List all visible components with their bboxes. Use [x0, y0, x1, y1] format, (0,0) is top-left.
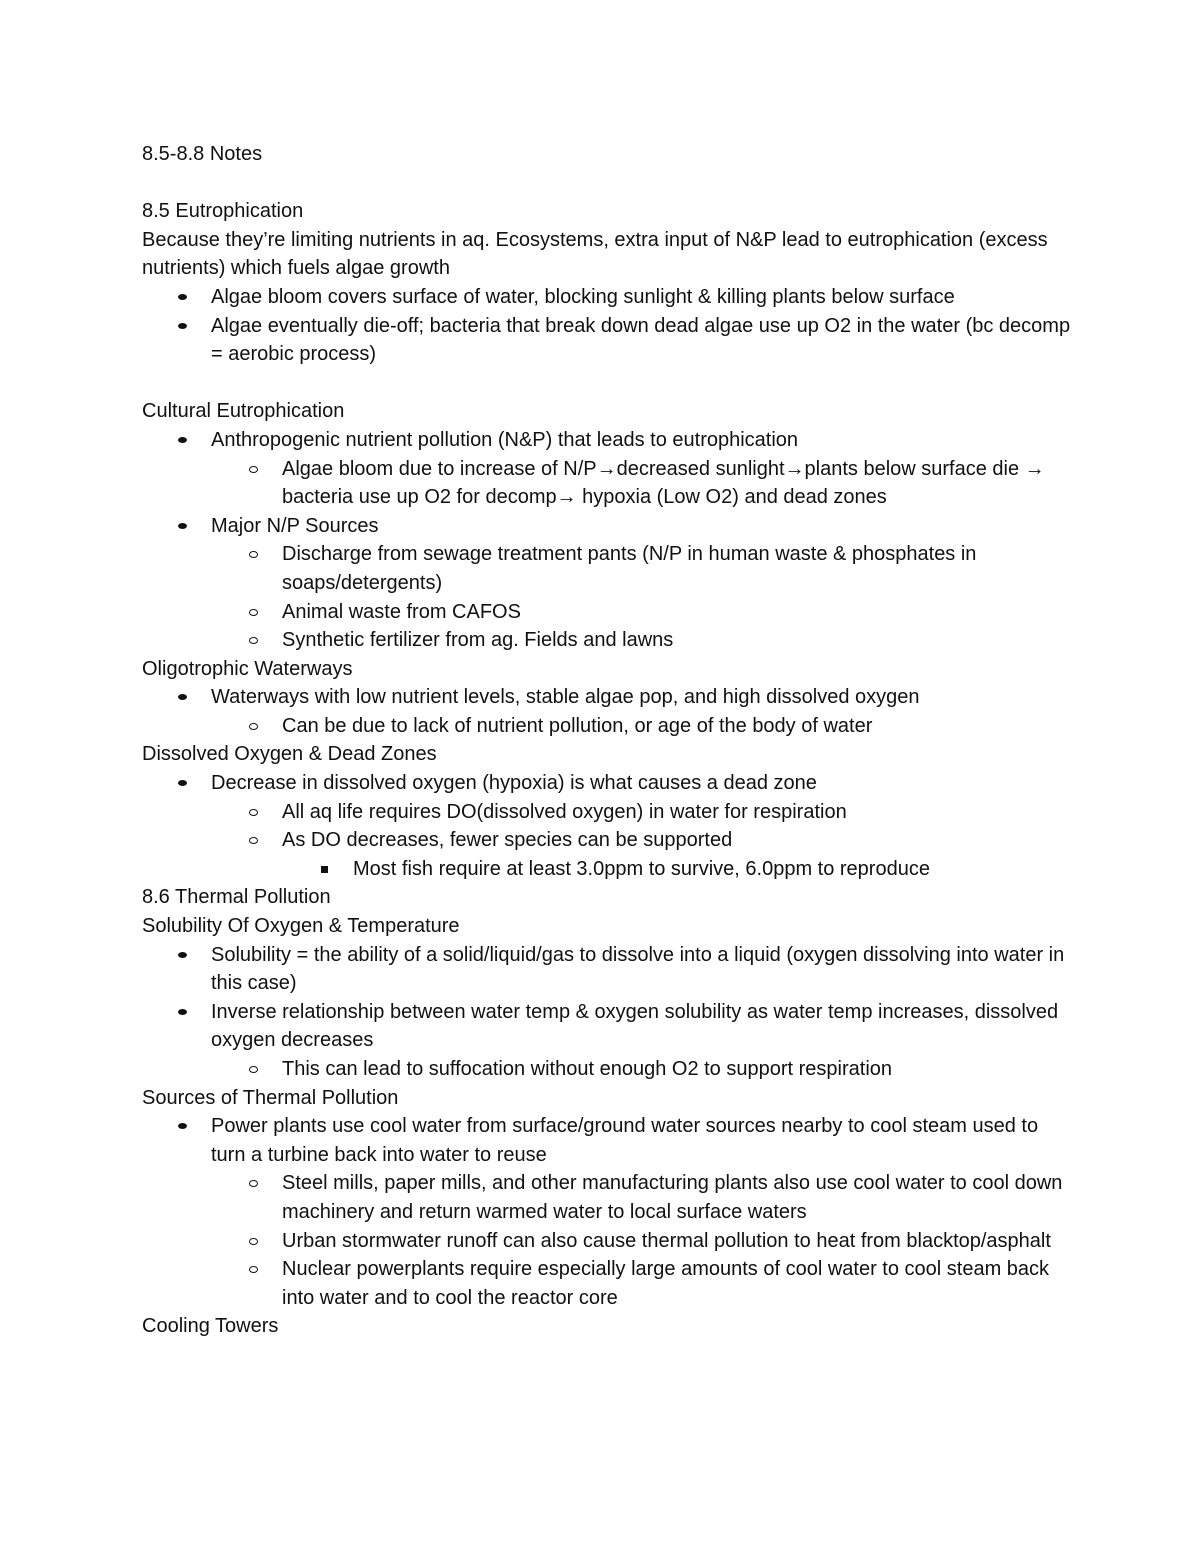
circle-bullet-icon	[246, 1255, 266, 1284]
heading-line: Sources of Thermal Pollution	[142, 1086, 399, 1109]
list-item-text: Anthropogenic nutrient pollution (N&P) that leads to eutrophication	[211, 428, 799, 451]
list-item-text: Synthetic fertilizer from ag. Fields and lawns	[282, 629, 674, 652]
list-item-level-1	[142, 426, 1072, 455]
list-item-level-2	[142, 626, 1072, 655]
list-item-text: Algae bloom due to increase of N/P→decreased sunlight→plants below surface die → bacteria use up O2 for decomp→ hypoxia (Low O2) and dead zones	[282, 457, 1045, 509]
list-item-level-2	[142, 798, 1072, 827]
heading-line: Because they’re limiting nutrients in aq. Ecosystems, extra input of N&P lead to eutrophication (excess nutrients) which fuels algae growth	[142, 228, 1048, 280]
list-item-level-2	[142, 1255, 1072, 1312]
list-item-level-2	[142, 455, 1072, 512]
disc-bullet-icon	[175, 941, 195, 970]
circle-bullet-icon	[246, 826, 266, 855]
list-item-text: This can lead to suffocation without enough O2 to support respiration	[282, 1058, 893, 1080]
list-item-text: Nuclear powerplants require especially large amounts of cool water to cool steam back into water and to cool the reactor core	[282, 1258, 1050, 1309]
list-item-level-2	[142, 1227, 1072, 1256]
list-item-level-2	[142, 1169, 1072, 1226]
circle-bullet-icon	[246, 455, 266, 484]
list-item-text: All aq life requires DO(dissolved oxygen) in water for respiration	[282, 800, 847, 823]
list-item-text: Discharge from sewage treatment pants (N/P in human waste & phosphates in soaps/detergents)	[282, 543, 977, 594]
list-item-text: Major N/P Sources	[211, 514, 379, 537]
heading-line: 8.5 Eutrophication	[142, 200, 304, 223]
list-item-text: Urban stormwater runoff can also cause thermal pollution to heat from blacktop/asphalt	[282, 1229, 1051, 1252]
blank-line	[142, 169, 1072, 198]
disc-bullet-icon	[175, 512, 195, 541]
disc-bullet-icon	[175, 683, 195, 712]
list-item-level-2	[142, 598, 1072, 627]
list-item-text: Solubility = the ability of a solid/liquid/gas to dissolve into a liquid (oxygen dissolving into water in this case)	[211, 943, 1065, 995]
list-item-level-1	[142, 1112, 1072, 1169]
disc-bullet-icon	[175, 769, 195, 798]
heading-line: Dissolved Oxygen & Dead Zones	[142, 743, 437, 766]
list-item-text: Power plants use cool water from surface/ground water sources nearby to cool steam used to turn a turbine back into water to reuse	[211, 1115, 1039, 1166]
disc-bullet-icon	[175, 312, 195, 341]
list-item-text: Algae bloom covers surface of water, blocking sunlight & killing plants below surface	[211, 285, 955, 308]
document-lines	[142, 169, 1072, 1341]
disc-bullet-icon	[175, 283, 195, 312]
list-item-text: Steel mills, paper mills, and other manufacturing plants also use cool water to cool down machinery and return warmed water to local surface waters	[282, 1172, 1063, 1223]
disc-bullet-icon	[175, 998, 195, 1027]
list-item-level-1	[142, 512, 1072, 541]
list-item-text: Most fish require at least 3.0ppm to survive, 6.0ppm to reproduce	[353, 857, 930, 880]
list-item-text: Waterways with low nutrient levels, stable algae pop, and high dissolved oxygen	[211, 686, 920, 709]
circle-bullet-icon	[246, 540, 266, 569]
list-item-text: Decrease in dissolved oxygen (hypoxia) is what causes a dead zone	[211, 772, 817, 795]
heading-line: 8.6 Thermal Pollution	[142, 886, 331, 909]
circle-bullet-icon	[246, 1055, 266, 1084]
list-item-text: Can be due to lack of nutrient pollution, or age of the body of water	[282, 714, 873, 737]
heading-line: Cultural Eutrophication	[142, 400, 345, 423]
list-item-level-1	[142, 998, 1072, 1055]
blank-line	[142, 369, 1072, 398]
list-item-text: Inverse relationship between water temp & oxygen solubility as water temp increases, dissolved oxygen decreases	[211, 1000, 1059, 1052]
list-item-level-1	[142, 769, 1072, 798]
heading-line: Oligotrophic Waterways	[142, 657, 353, 680]
square-bullet-icon	[317, 855, 337, 884]
list-item-text: Algae eventually die-off; bacteria that break down dead algae use up O2 in the water (bc decomp = aerobic process)	[211, 314, 1071, 366]
list-item-level-3	[142, 855, 1072, 884]
list-item-level-2	[142, 826, 1072, 855]
list-item-level-1	[142, 941, 1072, 998]
circle-bullet-icon	[246, 798, 266, 827]
list-item-text: Animal waste from CAFOS	[282, 600, 521, 623]
heading-line: Solubility Of Oxygen & Temperature	[142, 915, 460, 938]
list-item-text: As DO decreases, fewer species can be supported	[282, 829, 733, 852]
disc-bullet-icon	[175, 426, 195, 455]
circle-bullet-icon	[246, 1169, 266, 1198]
document-body	[142, 140, 1072, 1341]
heading-line: Cooling Towers	[142, 1315, 279, 1338]
document-title: 8.5-8.8 Notes	[142, 143, 263, 165]
disc-bullet-icon	[175, 1112, 195, 1141]
list-item-level-2	[142, 712, 1072, 741]
list-item-level-2	[142, 1055, 1072, 1084]
list-item-level-2	[142, 540, 1072, 597]
circle-bullet-icon	[246, 598, 266, 627]
circle-bullet-icon	[246, 626, 266, 655]
list-item-level-1	[142, 683, 1072, 712]
list-item-level-1	[142, 312, 1072, 369]
circle-bullet-icon	[246, 712, 266, 741]
list-item-level-1	[142, 283, 1072, 312]
circle-bullet-icon	[246, 1227, 266, 1256]
